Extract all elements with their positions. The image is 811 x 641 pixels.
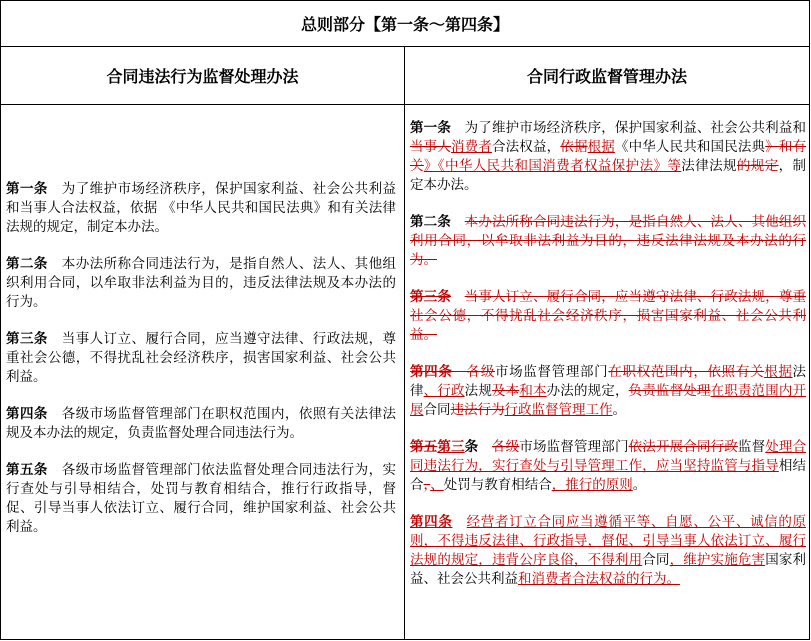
article-text: 各级市场监督管理部门在职权范围内，依照有关法律法规及本办法的规定，负责监督处理合同违法行为。: [6, 406, 397, 441]
left-column-body: [1, 105, 405, 639]
article-number: 第五: [410, 439, 438, 455]
inserted-text: 在职责范围内开展: [410, 383, 807, 418]
text-segment: 合同: [642, 552, 670, 568]
article-number: 第四条: [410, 364, 453, 380]
text-segment: 国家利益、社会公共利益: [410, 552, 807, 587]
deleted-text: 本办法所称合同违法行为，是指自然人、法人、其他组织利用合同，以牟取非法利益为目的，违反法律法规及本办法的行为。: [410, 214, 807, 268]
text-segment: 法规: [464, 383, 492, 399]
right-article: [410, 119, 806, 195]
inserted-text: ，维护实施危害: [669, 552, 766, 568]
inserted-text: 经营者订立合同应当遵循平等、自愿、公平、诚信的原则，不得违反法律、行政指导，督促、引导当事人依法订立、履行法规的规定，违背公序良俗，不得利用: [410, 514, 807, 568]
text-segment: 合法权益，: [491, 139, 561, 155]
inserted-text: ，推行的原则: [551, 477, 633, 493]
deleted-text: 违法行为: [450, 402, 505, 418]
article-number: 第四条: [6, 406, 48, 422]
deleted-text: 依据: [560, 139, 588, 155]
deleted-text: 依法开展合同行政: [628, 439, 738, 455]
text-segment: [453, 514, 467, 530]
text-segment: 。: [632, 477, 647, 493]
right-article: [410, 288, 806, 345]
inserted-text: 、: [430, 477, 444, 493]
article-number: 条: [464, 439, 479, 455]
text-segment: ，制定本办法。: [410, 158, 807, 193]
table-title: 总则部分【第一条～第四条】: [1, 1, 809, 47]
text-segment: 处罚与教育相结合: [443, 477, 552, 493]
deleted-text: 及本: [491, 383, 520, 399]
text-segment: [451, 289, 465, 305]
left-article: [6, 405, 396, 443]
article-text: 当事人订立、履行合同，应当遵守法律、行政法规，尊重社会公德，不得扰乱社会经济秩序，损害国家利益、社会公共利益。: [6, 331, 397, 385]
text-segment: 。: [612, 402, 626, 418]
inserted-text: 》《中华人民共和国消费者权益保护法》等: [423, 158, 682, 174]
article-number: 第一条: [410, 120, 451, 136]
article-number: 第一条: [6, 181, 48, 197]
article-number: 第五条: [6, 462, 48, 478]
article-number: 第三条: [410, 289, 451, 305]
article-number: 第二条: [6, 256, 48, 272]
deleted-text: 的规定: [736, 158, 779, 174]
text-segment: 市场监督管理部门: [495, 364, 609, 380]
text-segment: [451, 214, 465, 230]
text-segment: 相结合: [410, 458, 807, 493]
deleted-text: 当事人订立、履行合同，应当遵守法律、行政法规，尊重社会公德，不得扰乱社会经济秩序，损害国家利益、社会公共利益。: [410, 289, 807, 343]
left-article: [6, 330, 396, 387]
text-segment: 办法的规定，: [546, 383, 629, 399]
article-text: 各级市场监督管理部门依法监督处理合同违法行为，实行查处与引导相结合，处罚与教育相结合，推行行政指导，督促、引导当事人依法订立、履行合同，维护国家利益、社会公共利益。: [6, 462, 397, 535]
text-segment: 市场监督管理部门: [519, 439, 629, 455]
inserted-text: 根据: [587, 139, 615, 155]
right-article: [410, 213, 806, 270]
text-segment: 合同: [423, 402, 451, 418]
article-number: 第二条: [410, 214, 451, 230]
inserted-text: 和本: [519, 383, 547, 399]
left-column-header: 合同违法行为监督处理办法: [1, 47, 405, 105]
article-number: 第四条: [410, 514, 453, 530]
deleted-text: ，: [423, 477, 431, 493]
left-article: [6, 180, 396, 237]
inserted-text: 和消费者合法权益的行为。: [518, 571, 680, 587]
right-article: [410, 438, 806, 495]
article-text: 为了维护市场经济秩序，保护国家利益、社会公共利益和当事人合法权益，依据 《中华人民共和国民法典》和有关法律法规的规定，制定本办法。: [6, 181, 397, 235]
deleted-text: 》和有关: [410, 139, 807, 174]
text-segment: 为了维护市场经济秩序，保护国家利益、社会公共利益和: [450, 120, 807, 136]
right-column-body: [405, 105, 809, 639]
right-article: [410, 363, 806, 420]
left-article: [6, 461, 396, 537]
left-article: [6, 255, 396, 312]
deleted-text: 负责监督处理: [628, 383, 711, 399]
article-number: 第三条: [6, 331, 48, 347]
text-segment: 监督: [737, 439, 766, 455]
inserted-text: 根据: [764, 364, 793, 380]
right-article: [410, 513, 806, 589]
deleted-text: 在职权范围内，依照有关: [608, 364, 765, 380]
text-segment: 法律: [410, 364, 807, 399]
deleted-text: 各级: [452, 364, 495, 380]
inserted-text: 、行政: [423, 383, 465, 399]
deleted-text: 当事人: [410, 139, 451, 155]
article-text: 本办法所称合同违法行为，是指自然人、法人、其他组织利用合同，以牟取非法利益为目的，违反法律法规及本办法的行为。: [6, 256, 397, 310]
inserted-text: 行政监督管理工作: [504, 402, 613, 418]
text-segment: [478, 439, 492, 455]
inserted-text: 处理合同违法行为，实行查处与引导管理工作，应当坚持监管与指导: [410, 439, 807, 474]
right-column-header: 合同行政监督管理办法: [405, 47, 809, 105]
inserted-text: 消费者: [450, 139, 492, 155]
article-number: 第三: [437, 439, 465, 455]
deleted-text: 各级: [492, 439, 520, 455]
text-segment: 《中华人民共和国民法典: [614, 139, 766, 155]
text-segment: 法律法规: [681, 158, 737, 174]
